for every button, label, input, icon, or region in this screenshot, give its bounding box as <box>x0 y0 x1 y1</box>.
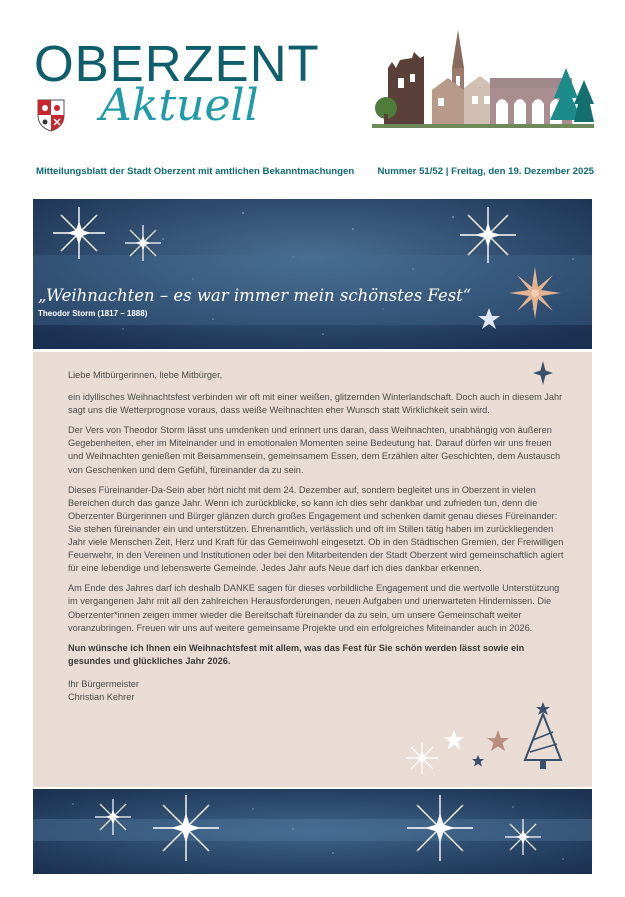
white-star-icon <box>443 729 465 751</box>
snowflake-star-icon <box>458 205 518 265</box>
small-star-icon <box>477 307 501 331</box>
dark-star-icon <box>471 754 485 768</box>
letter-paragraph: Dieses Füreinander-Da-Sein aber hört nicht mit dem 24. Dezember auf, sondern begleitet uns in Oberzent in vielen Bereichen durch das ganze Jahr. Wenn ich zurückblicke, so kann ich dies sehr dankbar und zufrieden tun, denn die Oberzenter Bürgerinnen und Bürger glänzen durch großes Engagement und schenken damit genau dieses Füreinander: Sie stehen füreinander ein und unterstützen. Ehrenamtlich, verlässlich und oft im Stillen tätig haben im zurückliegenden Jahr viele Menschen Zeit, Herz und Kraft für das Gemeinwohl eingesetzt. Ob in den Städtischen Gremien, der Freiwilligen Feuerwehr, in den Vereinen und Institutionen oder bei den Mitarbeitenden der Stadt Oberzent wird gemeinschaftlich agiert für eine lebendige und lebenswerte Gemeinde. Jedes Jahr aufs Neue darf ich dies dankbar erkennen. <box>68 484 564 574</box>
publication-subtitle: Mitteilungsblatt der Stadt Oberzent mit amtlichen Bekanntmachungen <box>36 166 355 177</box>
masthead-title: OBERZENT <box>34 35 320 92</box>
signature-role: Ihr Bürgermeister <box>68 678 139 689</box>
town-skyline-illustration <box>372 28 594 128</box>
masthead <box>0 0 625 180</box>
letter-paragraph: ein idyllisches Weihnachtsfest verbinden wir oft mit einer weißen, glitzernden Winterlandschaft. Doch auch in diesem Jahr sagt uns die Wetterprognose voraus, dass weiße Weihnachten eher Wunsch statt Wirklichkeit sein wird. <box>68 392 563 416</box>
snowflake-star-icon <box>123 223 163 263</box>
issue-line <box>36 166 594 177</box>
letter-paragraph: Am Ende des Jahres darf ich deshalb DANKE sagen für dieses vorbildliche Engagement und die wertvolle Unterstützung im vergangenen Jahr mit all den zahlreichen Herausforderungen, neuen Aufgaben und unerwarteten Hindernissen. Die Oberzenter*innen zeigen immer wieder die Bereitschaft füreinander da zu sein, um unsere Gemeinschaft weiter voranzubringen. Freuen wir uns auf weitere gemeinsame Projekte und ein erfolgreiches Miteinander auch in 2026. <box>68 583 560 633</box>
snowflake-star-icon <box>503 817 543 857</box>
snowflake-star-icon <box>93 797 133 837</box>
snowflake-star-icon <box>51 205 107 261</box>
snowflake-star-icon <box>405 793 475 863</box>
hero-quote: „Weihnachten – es war immer mein schönstes Fest“ <box>38 286 472 305</box>
quote-author: Theodor Storm (1817 – 1888) <box>38 309 148 318</box>
letter-body <box>68 369 566 704</box>
coat-of-arms-icon <box>35 97 67 133</box>
signature-name: Christian Kehrer <box>68 691 135 702</box>
hero-banner <box>33 199 592 349</box>
issue-number-date: Nummer 51/52 | Freitag, den 19. Dezember 2025 <box>377 166 594 177</box>
rose-star-icon <box>486 729 510 753</box>
christmas-tree-icon <box>521 700 565 772</box>
copper-star-icon <box>507 265 563 321</box>
letter-greeting: Liebe Mitbürgerinnen, liebe Mitbürger, <box>68 370 223 380</box>
masthead-title-script: Aktuell <box>100 80 259 131</box>
footer-banner <box>33 789 592 874</box>
snowflake-star-icon <box>151 793 221 863</box>
letter-paragraph: Der Vers von Theodor Storm lässt uns umdenken und erinnert uns daran, dass Weihnachten, unabhängig von äußeren Gegebenheiten, eher im Miteinander und in emotionalen Momenten seine Bedeutung hat. Darauf dürfen wir uns freuen und Weihnachten genießen mit Beisammensein, gemeinsamem Essen, dem Erzählen alter Geschichten, dem Austausch von Geschenken und dem Gefühl, füreinander da zu sein. <box>68 425 561 475</box>
letter-closing-wish: Nun wünsche ich Ihnen ein Weihnachtsfest mit allem, was das Fest für Sie schön werden lässt sowie ein gesundes und glückliches Jahr 2026. <box>68 642 525 666</box>
snowflake-star-icon <box>405 741 439 775</box>
